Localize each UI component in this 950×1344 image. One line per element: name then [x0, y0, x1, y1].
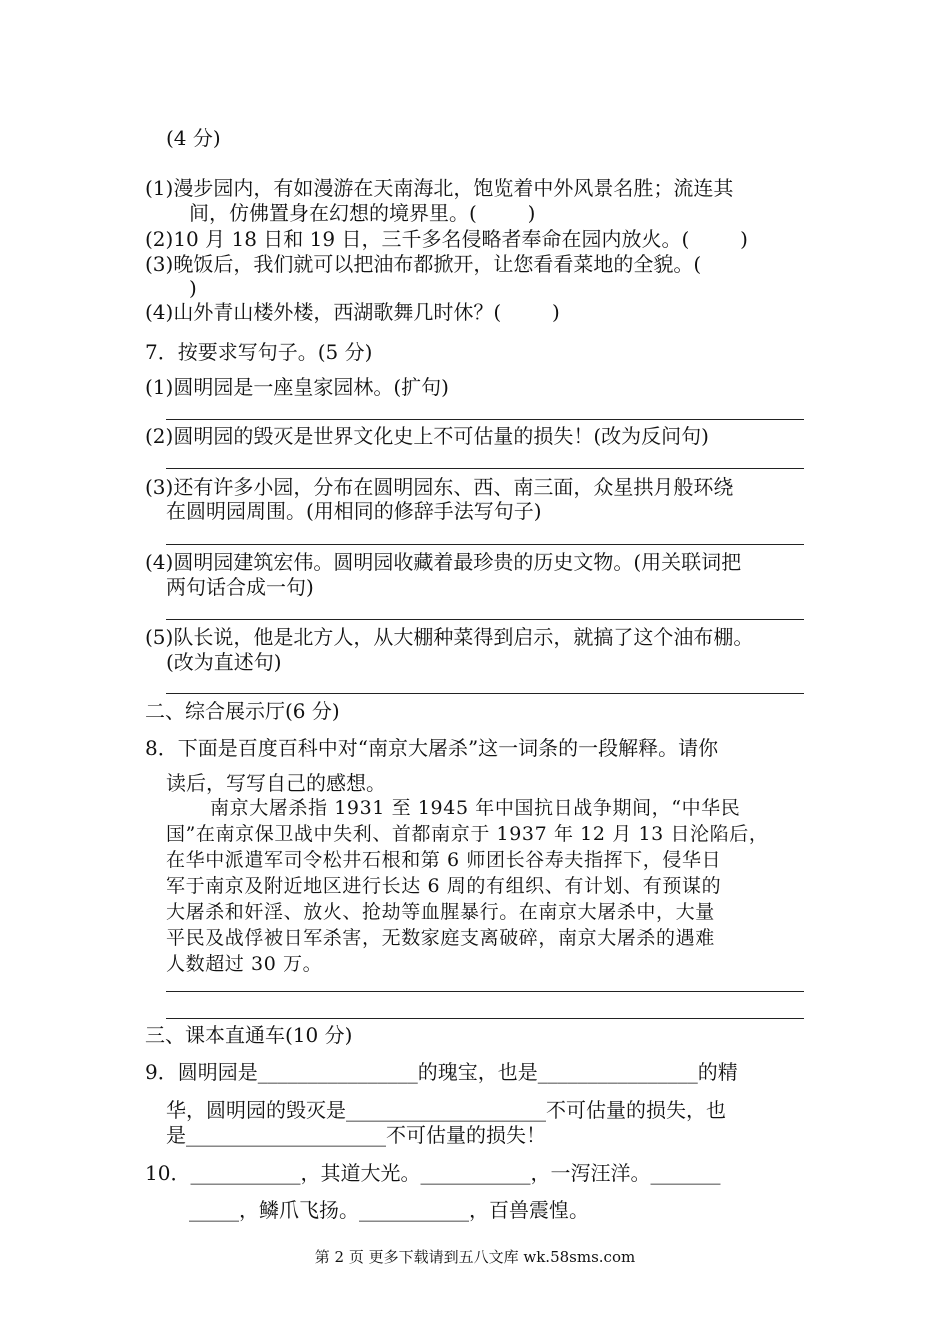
q6-sentence-1b: 间，仿佛置身在幻想的境界里。( ) [189, 201, 536, 225]
q7-title: 7．按要求写句子。(5 分) [145, 340, 373, 364]
answer-line[interactable] [166, 693, 804, 694]
q8-passage-line: 在华中派遣军司令松井石根和第 6 师团长谷寿夫指挥下，侵华日 [166, 849, 722, 871]
q6-sentence-1a: (1)漫步园内，有如漫游在天南海北，饱览着中外风景名胜；流连其 [145, 176, 734, 200]
answer-line[interactable] [166, 544, 804, 545]
q7-sentence-4b: 两句话合成一句) [166, 575, 314, 599]
q8-title-2: 读后，写写自己的感想。 [166, 771, 386, 795]
q7-sentence-3a: (3)还有许多小园，分布在圆明园东、西、南三面，众星拱月般环绕 [145, 475, 734, 499]
q8-title: 8．下面是百度百科中对“南京大屠杀”这一词条的一段解释。请你 [145, 736, 719, 760]
section-2-heading: 二、综合展示厅(6 分) [145, 699, 340, 723]
q9-line-1: 9．圆明园是________________的瑰宝，也是________________的精 [145, 1060, 738, 1084]
page-footer: 第 2 页 更多下载请到五八文库 wk.58sms.com [314, 1248, 636, 1266]
q7-sentence-3b: 在圆明园周围。(用相同的修辞手法写句子) [166, 499, 542, 523]
answer-line[interactable] [166, 419, 804, 420]
q10-line-2: _____，鳞爪飞扬。___________，百兽震惶。 [189, 1198, 589, 1222]
q10-line-1: 10．___________，其道大光。___________，一泻汪洋。_______ [145, 1161, 721, 1185]
q7-sentence-4a: (4)圆明园建筑宏伟。圆明园收藏着最珍贵的历史文物。(用关联词把 [145, 550, 742, 574]
q8-passage-line: 大屠杀和奸淫、放火、抢劫等血腥暴行。在南京大屠杀中，大量 [166, 901, 715, 923]
q9-line-3: 是____________________不可估量的损失！ [166, 1123, 546, 1147]
q6-sentence-3b: ) [189, 276, 197, 300]
q8-passage-line: 平民及战俘被日军杀害，无数家庭支离破碎，南京大屠杀的遇难 [166, 927, 715, 949]
q9-line-2: 华，圆明园的毁灭是____________________不可估量的损失，也 [166, 1098, 726, 1122]
q8-passage-line: 国”在南京保卫战中失利、首都南京于 1937 年 12 月 13 日沦陷后， [166, 823, 769, 845]
q8-passage-line: 人数超过 30 万。 [166, 953, 323, 975]
q6-sentence-2: (2)10 月 18 日和 19 日，三千多名侵略者奉命在园内放火。( ) [145, 227, 748, 251]
answer-line[interactable] [166, 1018, 804, 1019]
q6-sentence-3a: (3)晚饭后，我们就可以把油布都掀开，让您看看菜地的全貌。( [145, 252, 702, 276]
q6-sentence-4: (4)山外青山楼外楼，西湖歌舞几时休？( ) [145, 300, 560, 324]
q7-sentence-5b: (改为直述句) [166, 650, 282, 674]
answer-line[interactable] [166, 991, 804, 992]
section-3-heading: 三、课本直通车(10 分) [145, 1023, 353, 1047]
q7-sentence-2: (2)圆明园的毁灭是世界文化史上不可估量的损失！(改为反问句) [145, 424, 709, 448]
answer-line[interactable] [166, 619, 804, 620]
q7-sentence-5a: (5)队长说，他是北方人，从大棚种菜得到启示，就搞了这个油布棚。 [145, 625, 754, 649]
q8-passage-line: 南京大屠杀指 1931 至 1945 年中国抗日战争期间，“中华民 [210, 797, 741, 819]
q6-score: (4 分) [166, 126, 221, 150]
q8-passage-line: 军于南京及附近地区进行长达 6 周的有组织、有计划、有预谋的 [166, 875, 722, 897]
answer-line[interactable] [166, 468, 804, 469]
q7-sentence-1: (1)圆明园是一座皇家园林。(扩句) [145, 375, 449, 399]
